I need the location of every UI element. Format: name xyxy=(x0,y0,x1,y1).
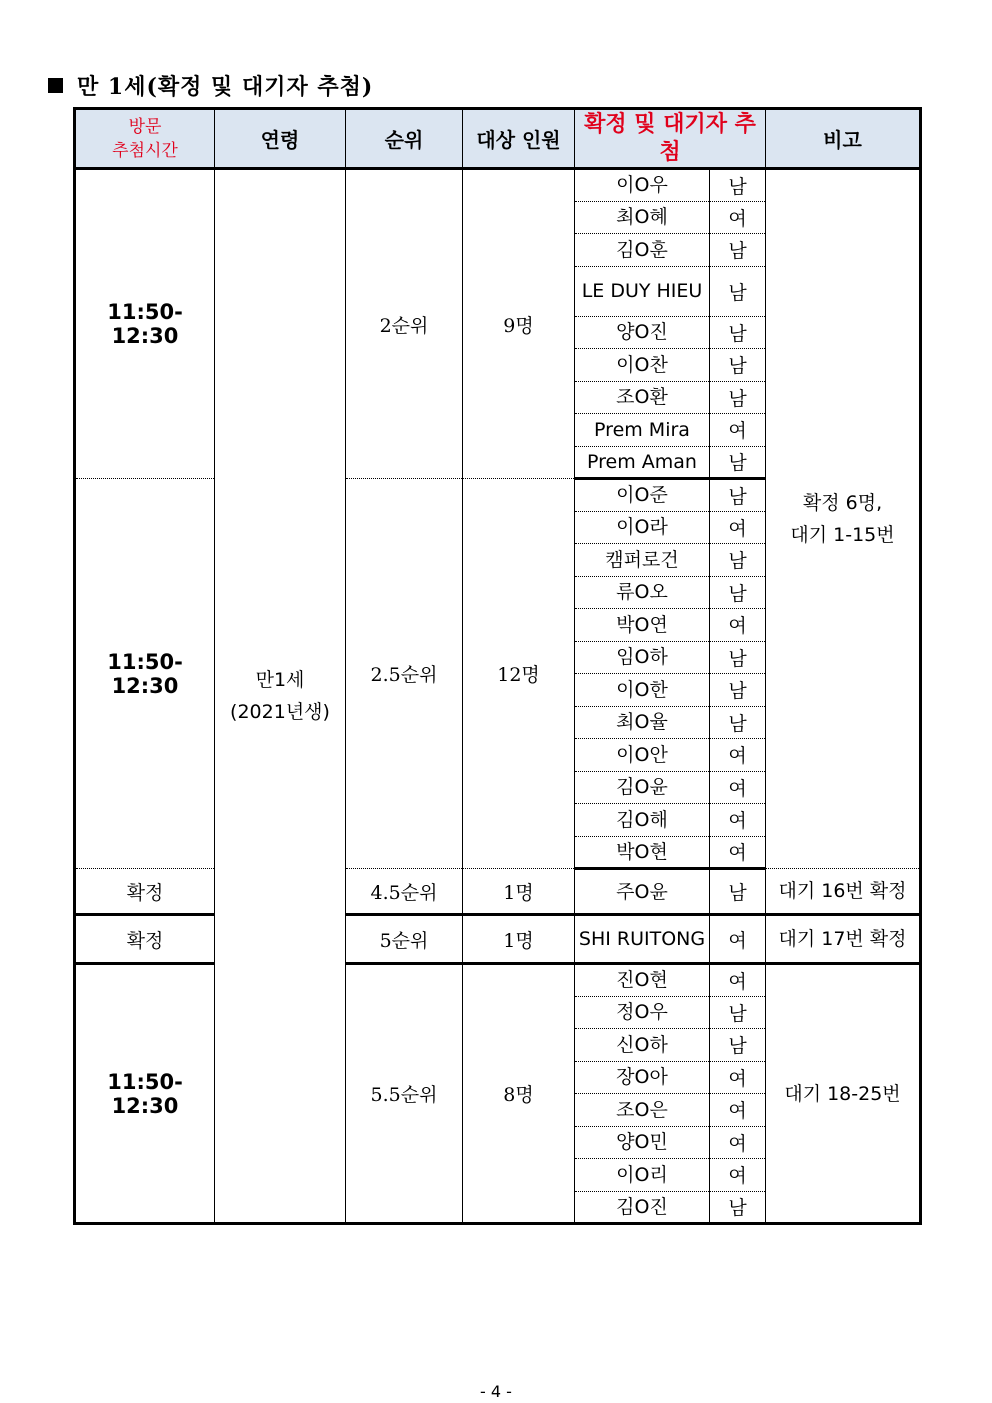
person-gender: 남 xyxy=(710,869,766,915)
person-name: 신O하 xyxy=(575,1029,710,1062)
rank-cell: 2순위 xyxy=(346,169,463,479)
person-name: Prem Aman xyxy=(575,446,710,479)
person-name: 이O한 xyxy=(575,674,710,707)
person-gender: 여 xyxy=(710,609,766,642)
visit-time-cell: 확정 xyxy=(75,869,215,915)
table-row xyxy=(75,169,921,202)
table-body xyxy=(75,169,921,1224)
person-name: 최O혜 xyxy=(575,201,710,234)
person-name: 류O오 xyxy=(575,576,710,609)
person-name: 최O율 xyxy=(575,706,710,739)
header-rank: 순위 xyxy=(346,109,463,169)
person-gender: 여 xyxy=(710,1159,766,1192)
note-cell: 대기 17번 확정 xyxy=(766,915,921,964)
person-gender: 여 xyxy=(710,739,766,772)
visit-time-cell: 확정 xyxy=(75,915,215,964)
rank-cell: 5.5순위 xyxy=(346,964,463,1224)
target-count-cell: 12명 xyxy=(463,479,575,869)
person-name: 진O현 xyxy=(575,964,710,997)
rank-cell: 5순위 xyxy=(346,915,463,964)
person-gender: 남 xyxy=(710,316,766,349)
person-gender: 여 xyxy=(710,201,766,234)
person-name: 임O하 xyxy=(575,641,710,674)
person-gender: 남 xyxy=(710,349,766,382)
person-gender: 여 xyxy=(710,771,766,804)
section-title: 만 1세(확정 및 대기자 추첨) xyxy=(48,70,373,101)
header-note: 비고 xyxy=(766,109,921,169)
person-gender: 여 xyxy=(710,511,766,544)
header-row xyxy=(75,109,921,169)
visit-time-cell: 11:50-12:30 xyxy=(75,964,215,1224)
person-name: 정O우 xyxy=(575,996,710,1029)
person-name: 박O연 xyxy=(575,609,710,642)
person-name: 김O윤 xyxy=(575,771,710,804)
header-age: 연령 xyxy=(215,109,346,169)
person-name: 이O리 xyxy=(575,1159,710,1192)
table-row xyxy=(75,869,921,915)
person-gender: 여 xyxy=(710,414,766,447)
person-gender: 남 xyxy=(710,674,766,707)
person-gender: 여 xyxy=(710,804,766,837)
person-gender: 남 xyxy=(710,234,766,267)
page-number: - 4 - xyxy=(480,1382,512,1401)
person-gender: 남 xyxy=(710,1029,766,1062)
person-name: 캠퍼로건 xyxy=(575,544,710,577)
person-name: 이O우 xyxy=(575,169,710,202)
person-name: 이O찬 xyxy=(575,349,710,382)
target-count-cell: 8명 xyxy=(463,964,575,1224)
target-count-cell: 1명 xyxy=(463,869,575,915)
person-gender: 여 xyxy=(710,1126,766,1159)
person-gender: 여 xyxy=(710,915,766,964)
person-name: 김O훈 xyxy=(575,234,710,267)
person-gender: 여 xyxy=(710,1094,766,1127)
person-gender: 남 xyxy=(710,576,766,609)
person-gender: 여 xyxy=(710,1061,766,1094)
person-gender: 남 xyxy=(710,641,766,674)
note-cell: 대기 18-25번 xyxy=(766,964,921,1224)
person-name: 이O준 xyxy=(575,479,710,512)
target-count-cell: 1명 xyxy=(463,915,575,964)
age-cell: 만1세 (2021년생) xyxy=(215,169,346,1224)
note-cell: 대기 16번 확정 xyxy=(766,869,921,915)
person-name: 장O아 xyxy=(575,1061,710,1094)
header-target-count: 대상 인원 xyxy=(463,109,575,169)
person-gender: 남 xyxy=(710,1191,766,1224)
rank-cell: 4.5순위 xyxy=(346,869,463,915)
person-gender: 여 xyxy=(710,964,766,997)
person-gender: 여 xyxy=(710,836,766,869)
person-name: 조O은 xyxy=(575,1094,710,1127)
person-name: 이O라 xyxy=(575,511,710,544)
header-draw: 확정 및 대기자 추첨 xyxy=(575,109,766,169)
table-row xyxy=(75,964,921,997)
person-gender: 남 xyxy=(710,706,766,739)
person-name: 주O윤 xyxy=(575,869,710,915)
person-name: 조O환 xyxy=(575,381,710,414)
person-name: SHI RUITONG xyxy=(575,915,710,964)
person-gender: 남 xyxy=(710,169,766,202)
table-row xyxy=(75,915,921,964)
person-name: 김O진 xyxy=(575,1191,710,1224)
person-name: 양O민 xyxy=(575,1126,710,1159)
person-gender: 남 xyxy=(710,479,766,512)
person-name: Prem Mira xyxy=(575,414,710,447)
target-count-cell: 9명 xyxy=(463,169,575,479)
person-name: 이O안 xyxy=(575,739,710,772)
person-name: 양O진 xyxy=(575,316,710,349)
lottery-table xyxy=(73,107,922,1225)
person-name: LE DUY HIEU xyxy=(575,266,710,316)
person-gender: 남 xyxy=(710,446,766,479)
header-visit-time: 방문 추첨시간 xyxy=(75,109,215,169)
person-name: 박O현 xyxy=(575,836,710,869)
person-gender: 남 xyxy=(710,544,766,577)
visit-time-cell: 11:50-12:30 xyxy=(75,169,215,479)
person-name: 김O해 xyxy=(575,804,710,837)
square-bullet-icon xyxy=(48,78,63,93)
note-cell: 확정 6명, 대기 1-15번 xyxy=(766,169,921,869)
person-gender: 남 xyxy=(710,381,766,414)
person-gender: 남 xyxy=(710,996,766,1029)
rank-cell: 2.5순위 xyxy=(346,479,463,869)
person-gender: 남 xyxy=(710,266,766,316)
visit-time-cell: 11:50-12:30 xyxy=(75,479,215,869)
